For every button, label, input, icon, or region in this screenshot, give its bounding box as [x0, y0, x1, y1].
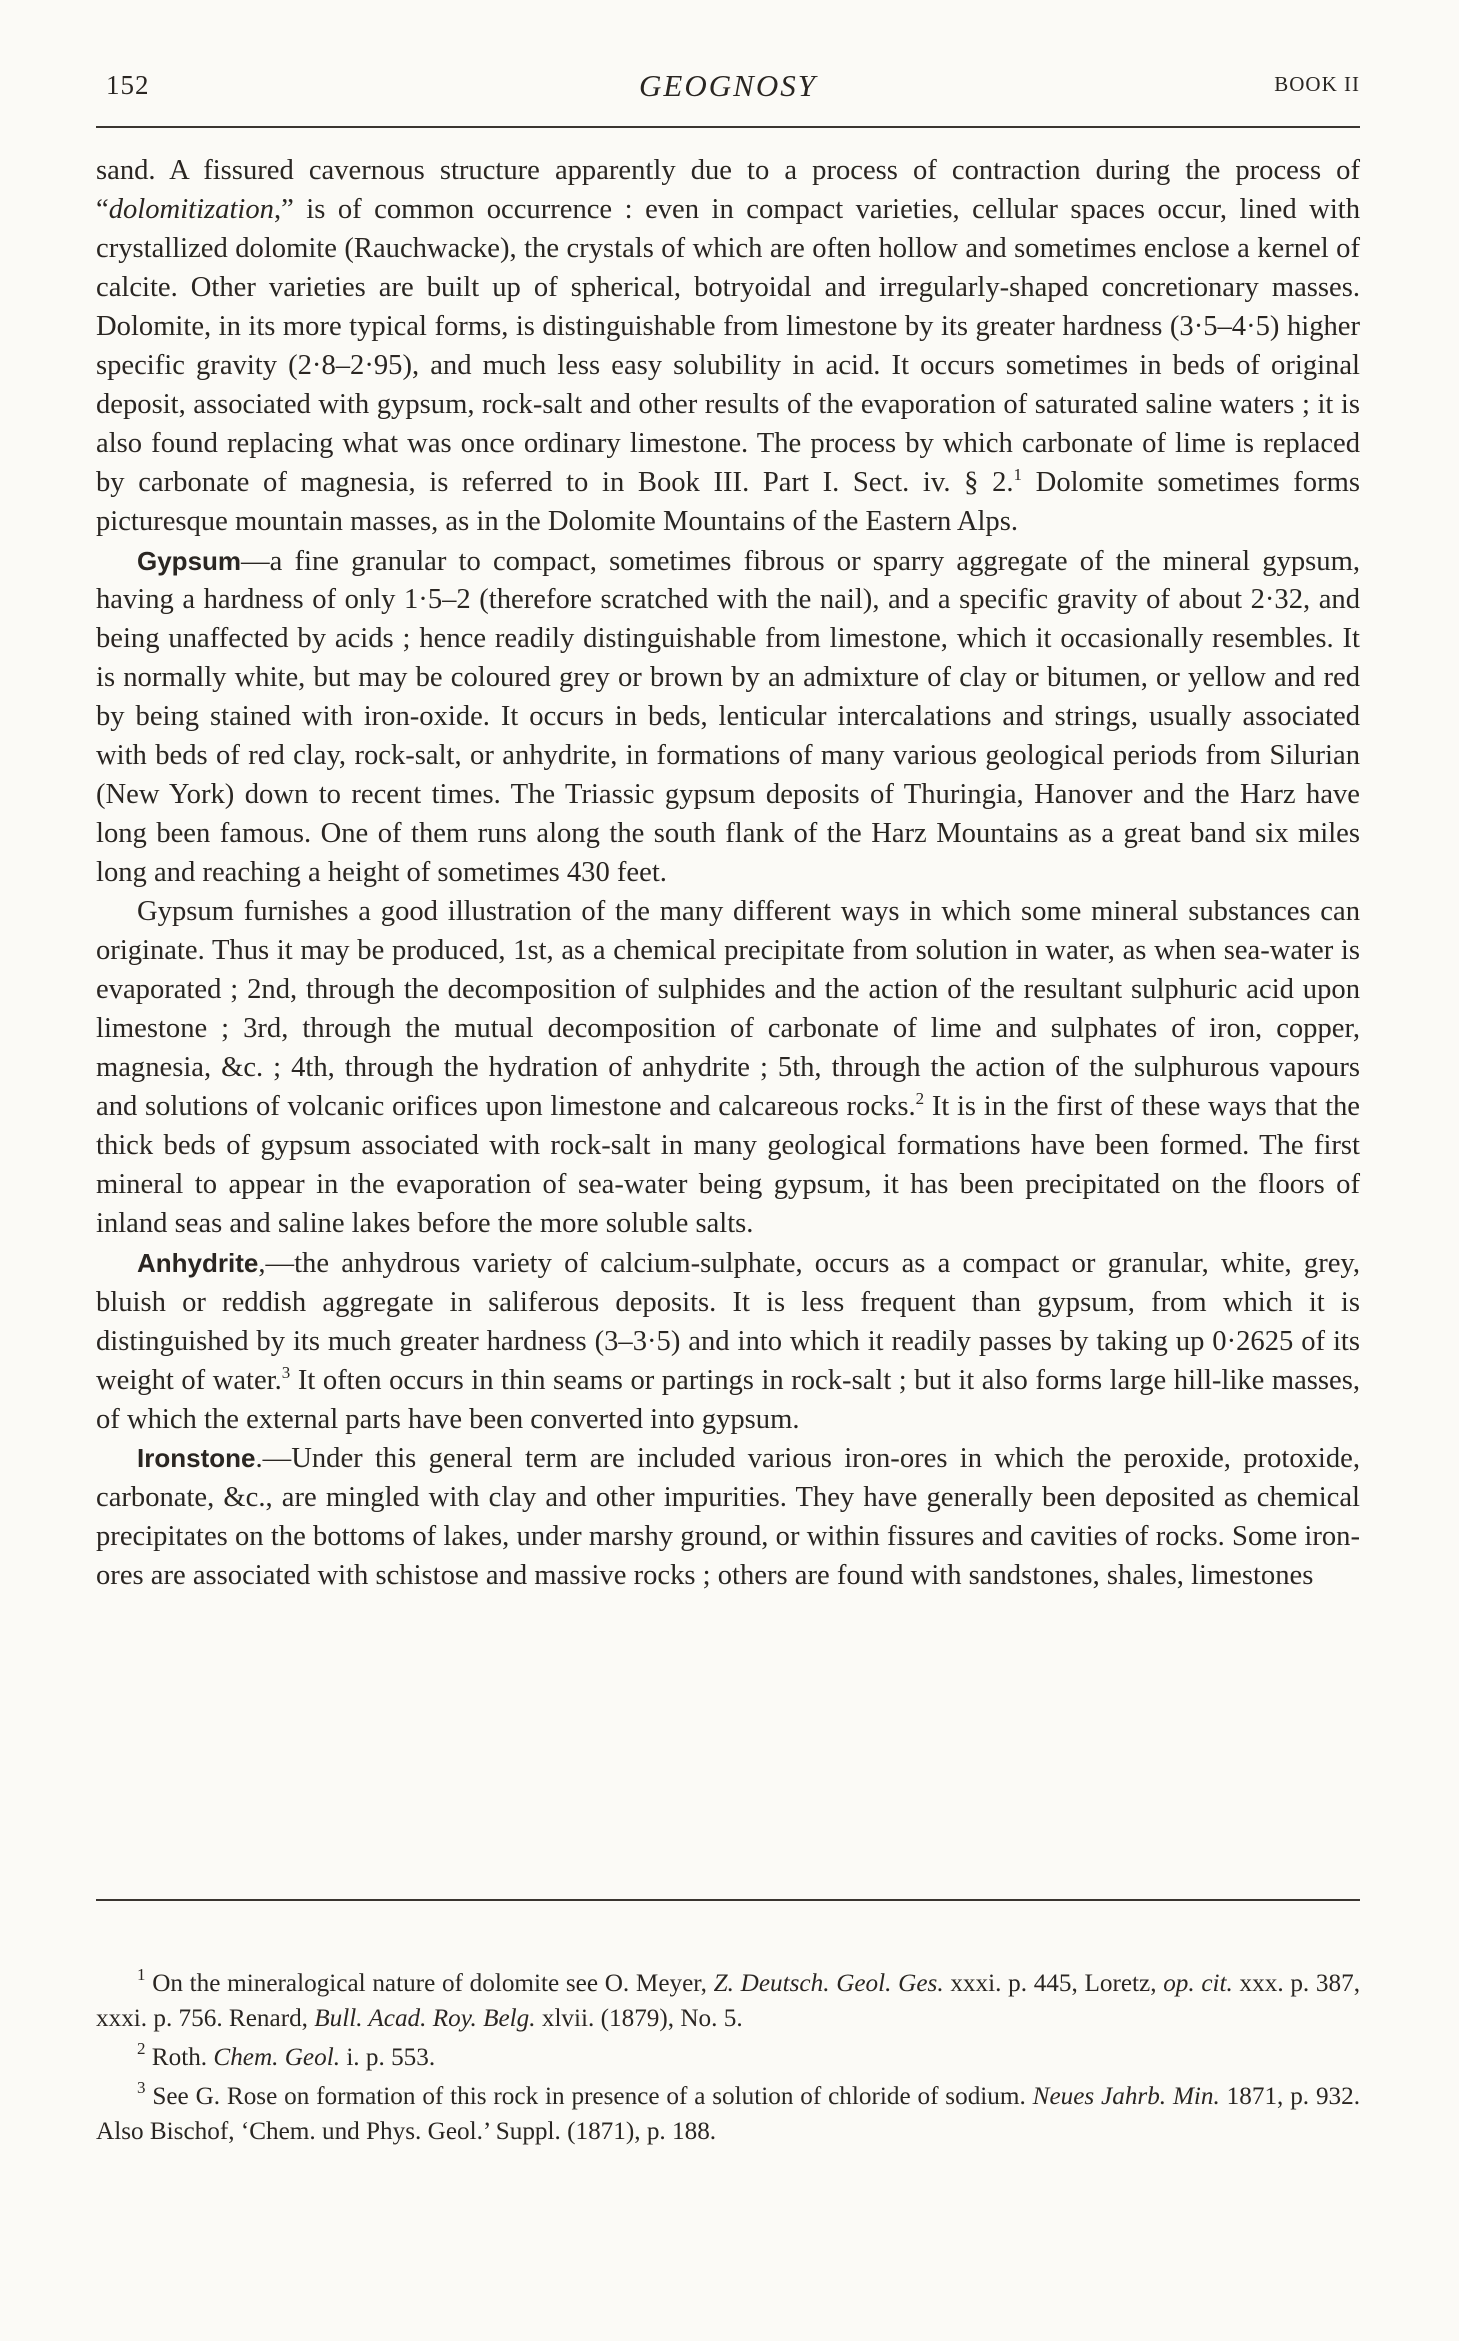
term-heading: Anhydrite	[137, 1247, 259, 1278]
running-title: GEOGNOSY	[639, 68, 817, 103]
term-heading: Gypsum	[137, 545, 242, 576]
footnote	[96, 2079, 1360, 2149]
footnote-rule	[96, 1899, 1360, 1901]
text-run: —a fine granular to compact, sometimes fibrous or sparry aggregate of the mineral gypsum, having a hardness of only 1·5–2 (therefore scratched with the nail), and a specific gravity of about 2·32, and being unaffected by acids ; hence readily distinguishable from limestone, which it occasionally resembles. It is normally white, but may be coloured grey or brown by an admixture of clay or bitumen, or yellow and red by being stained with iron-oxide. It occurs in beds, lenticular intercalations and strings, usually associated with beds of red clay, rock-salt, or anhydrite, in formations of many various geological periods from Silurian (New York) down to recent times. The Triassic gypsum deposits of Thuringia, Hanover and the Harz have long been famous. One of them runs along the south flank of the Harz Mountains as a great band six miles long and reaching a height of sometimes 430 feet.	[96, 545, 1360, 889]
paragraph	[96, 893, 1360, 1244]
footnote-ref: 1	[137, 1965, 146, 1984]
header-rule	[96, 126, 1360, 128]
footnotes	[96, 1966, 1360, 2153]
italic-text: Bull. Acad. Roy. Belg.	[314, 2005, 536, 2032]
page-number: 152	[106, 70, 150, 100]
italic-text: Neues Jahrb. Min.	[1032, 2083, 1220, 2110]
text-run: i. p. 553.	[340, 2044, 436, 2071]
text-run: xlvii. (1879), No. 5.	[535, 2005, 743, 2032]
italic-text: Z. Deutsch. Geol. Ges.	[713, 1970, 944, 1997]
term-heading: Ironstone	[137, 1443, 256, 1474]
footnote-ref: 1	[1013, 464, 1023, 484]
running-header	[96, 62, 1360, 108]
paragraph	[96, 1244, 1360, 1440]
footnote	[96, 2040, 1360, 2075]
text-run: xxxi. p. 445, Loretz,	[943, 1970, 1164, 1997]
footnote	[96, 1966, 1360, 2036]
footnote-ref: 2	[915, 1088, 925, 1108]
footnote-ref: 3	[281, 1362, 291, 1382]
text-run: 1871, p. 932. Also Bischof, ‘Chem. und Phys. Geol.’ Suppl. (1871), p. 188.	[96, 2083, 1361, 2145]
text-run: Roth.	[145, 2044, 214, 2071]
footnote-ref: 3	[137, 2078, 146, 2097]
paragraph	[96, 152, 1360, 542]
text-run: On the mineralogical nature of dolomite see O. Meyer,	[145, 1970, 714, 1997]
text-run: ,—the anhydrous variety of calcium-sulphate, occurs as a compact or granular, white, grey, bluish or reddish aggregate in saliferous deposits. It is less frequent than gypsum, from which it is distinguished by its much greater hardness (3–3·5) and into which it readily passes by taking up 0·2625 of its weight of water.	[96, 1247, 1360, 1396]
book-page	[96, 62, 1361, 2145]
body-text	[96, 152, 1360, 1596]
paragraph	[96, 542, 1360, 894]
text-run: Dolomite sometimes forms picturesque mountain masses, as in the Dolomite Mountains of the Eastern Alps.	[96, 466, 1360, 537]
text-run: It often occurs in thin seams or partings in rock-salt ; but it also forms large hill-like masses, of which the external parts have been converted into gypsum.	[96, 1364, 1360, 1435]
text-run: Gypsum furnishes a good illustration of the many different ways in which some mineral substances can originate. Thus it may be produced, 1st, as a chemical precipitate from solution in water, as when sea-water is evaporated ; 2nd, through the decomposition of sulphides and the action of the resultant sulphuric acid upon limestone ; 3rd, through the mutual decomposition of carbonate of lime and sulphates of iron, copper, magnesia, &c. ; 4th, through the hydration of anhydrite ; 5th, through the action of the sulphurous vapours and solutions of volcanic orifices upon limestone and calcareous rocks.	[96, 896, 1360, 1122]
italic-text: Chem. Geol.	[213, 2044, 341, 2071]
text-run: ,” is of common occurrence : even in compact varieties, cellular spaces occur, lined with crystallized dolomite (Rauchwacke), the crystals of which are often hollow and sometimes enclose a kernel of calcite. Other varieties are built up of spherical, botryoidal and irregularly-shaped concretionary masses. Dolomite, in its more typical forms, is distinguishable from limestone by its greater hardness (3·5–4·5) higher specific gravity (2·8–2·95), and much less easy solubility in acid. It occurs sometimes in beds of original deposit, associated with gypsum, rock-salt and other results of the evaporation of saturated saline waters ; it is also found replacing what was once ordinary limestone. The process by which carbonate of lime is replaced by carbonate of magnesia, is referred to in Book III. Part I. Sect. iv. § 2.	[96, 193, 1360, 498]
text-run: .—Under this general term are included various iron-ores in which the peroxide, protoxide, carbonate, &c., are mingled with clay and other impurities. They have generally been deposited as chemical precipitates on the bottoms of lakes, under marshy ground, or within fissures and cavities of rocks. Some iron-ores are associated with schistose and massive rocks ; others are found with sandstones, shales, limestones	[96, 1443, 1360, 1592]
text-run: xxx. p. 387, xxxi. p. 756. Renard,	[96, 1970, 1360, 2032]
text-run: sand. A fissured cavernous structure apparently due to a process of contraction during the process of “	[96, 155, 1360, 225]
text-run: It is in the first of these ways that the thick beds of gypsum associated with rock-salt in many geological formations have been formed. The first mineral to appear in the evaporation of sea-water being gypsum, it has been precipitated on the floors of inland seas and saline lakes before the more soluble salts.	[96, 1090, 1361, 1239]
italic-text: op. cit.	[1163, 1970, 1233, 1997]
book-label: BOOK II	[1274, 72, 1360, 96]
paragraph	[96, 1439, 1360, 1596]
footnote-ref: 2	[137, 2039, 146, 2058]
text-run: See G. Rose on formation of this rock in presence of a solution of chloride of sodium.	[145, 2083, 1033, 2110]
italic-text: dolomitization	[108, 193, 274, 225]
